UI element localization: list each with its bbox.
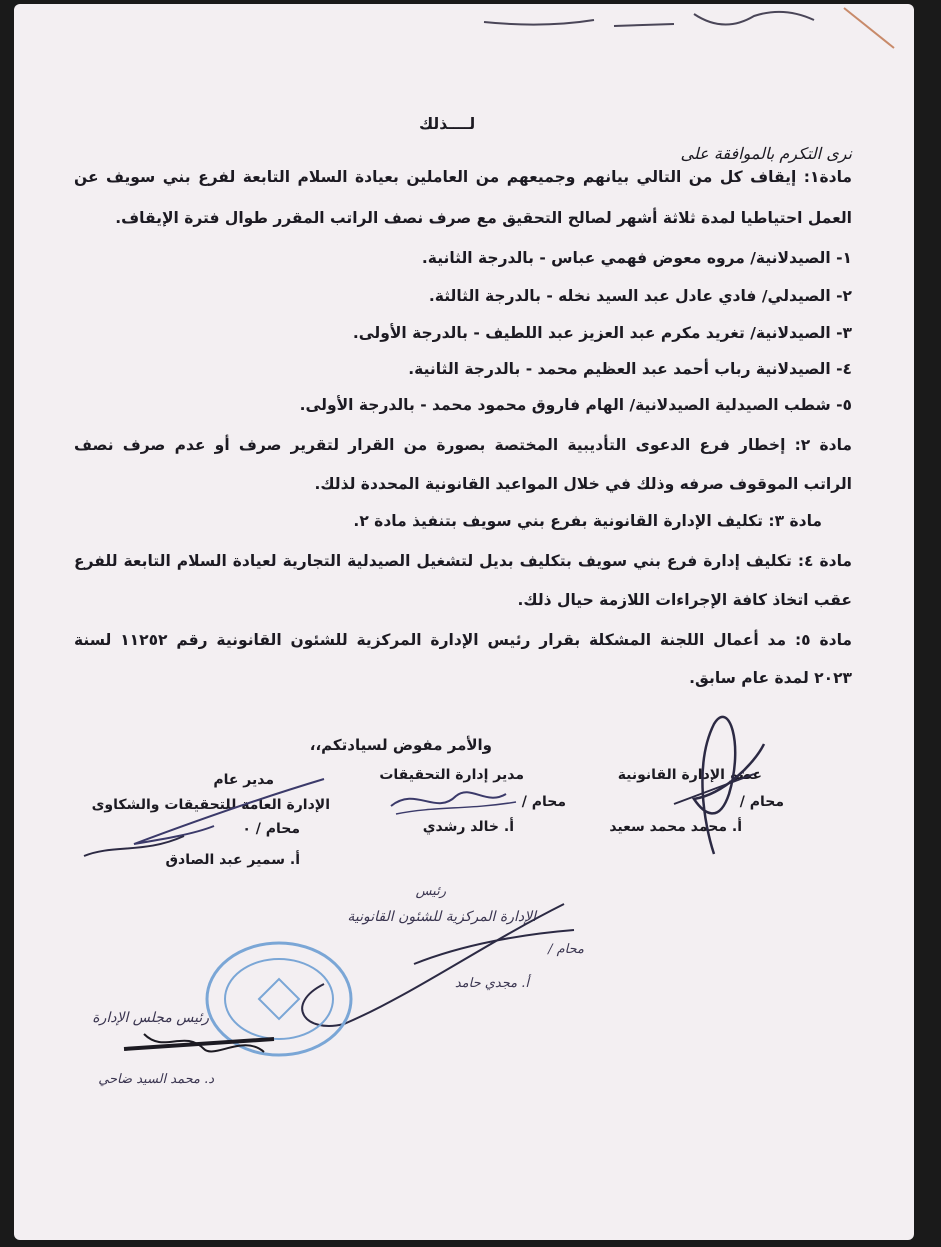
employee-item: ٣- الصيدلانية/ تغريد مكرم عبد العزيز عبد اللطيف - بالدرجة الأولى. [352,324,852,342]
employee-item: ٤- الصيدلانية رباب أحمد عبد العظيم محمد - بالدرجة الثانية. [408,360,852,378]
article-1-line-1 [74,168,852,186]
investigations-name: أ. خالد رشدي [422,819,514,835]
board-chairman-signature [114,1024,284,1064]
heading: لــــذلك [419,115,476,133]
article-label: مادة ٢: [794,436,852,454]
central-head-department: الإدارة المركزية للشئون القانونية [347,909,536,925]
employee-item: ١- الصيدلانية/ مروه معوض فهمي عباس - بالدرجة الثانية. [421,249,852,267]
general-manager-title: مدير عام [213,772,274,788]
investigations-role: محام / [521,794,566,810]
central-head-title: رئيس [415,884,446,899]
article-label: مادة ٣: [768,512,822,530]
closing-text: والأمر مفوض لسيادتكم،، [309,736,492,754]
legal-member-signature [634,704,784,864]
intro-text: نرى التكرم بالموافقة على [680,144,852,163]
article-2-line-2: الراتب الموقوف صرفه وذلك في خلال المواعيد القانونية المحددة لذلك. [314,475,852,493]
article-text: إيقاف كل من التالي بيانهم وجميعهم من العاملين بعيادة السلام التابعة لفرع بني سويف عن [74,168,797,186]
central-head-name: أ. مجدي حامد [454,976,529,991]
legal-member-name: أ. محمد محمد سعيد [609,819,742,835]
article-1-line-2: العمل احتياطيا لمدة ثلاثة أشهر لصالح التحقيق مع صرف نصف الراتب المقرر طوال فترة الإيقاف. [115,209,852,227]
article-text: تكليف الإدارة القانونية بفرع بني سويف بتنفيذ مادة ٢. [353,512,763,530]
top-pen-marks [464,4,904,54]
general-manager-department: الإدارة العامة للتحقيقات والشكاوى [91,797,330,813]
article-4-line-2: عقب اتخاذ كافة الإجراءات اللازمة حيال ذلك. [517,591,852,609]
investigations-title: مدير إدارة التحقيقات [379,767,524,783]
board-chairman-name: د. محمد السيد ضاحي [98,1072,214,1087]
investigations-signature [386,776,526,826]
article-5-line-2: ٢٠٢٣ لمدة عام سابق. [689,669,852,687]
article-label: مادة ٥: [794,631,853,649]
legal-member-title: عضو الإدارة القانونية [617,767,762,783]
employee-item: ٢- الصيدلي/ فادي عادل عبد السيد نخله - بالدرجة الثالثة. [428,287,852,305]
general-manager-signature [74,774,334,864]
article-text: إخطار فرع الدعوى التأديبية المختصة بصورة من القرار لتقرير صرف أو عدم صرف نصف [74,436,786,454]
article-2-line-1 [74,436,852,454]
article-label: مادة ٤: [797,552,852,570]
employee-item: ٥- شطب الصيدلية الصيدلانية/ الهام فاروق محمود محمد - بالدرجة الأولى. [299,396,852,414]
article-label: مادة١: [803,168,852,186]
central-head-role: محام / [548,942,584,957]
article-text: مد أعمال اللجنة المشكلة بقرار رئيس الإدارة المركزية للشئون القانونية رقم ١١٢٥٢ لسنة [74,631,787,649]
article-3 [353,512,822,530]
document-page [14,4,914,1240]
general-manager-role: محام / ٠ [242,821,300,837]
board-chairman-title: رئيس مجلس الإدارة [92,1010,209,1026]
legal-member-role: محام / [739,794,784,810]
article-4-line-1 [74,552,852,570]
article-text: تكليف إدارة فرع بني سويف بتكليف بديل لتشغيل الصيدلية التجارية لعيادة السلام التابعة للفرع [74,552,792,570]
general-manager-name: أ. سمير عبد الصادق [165,852,300,868]
article-5-line-1 [74,631,852,649]
